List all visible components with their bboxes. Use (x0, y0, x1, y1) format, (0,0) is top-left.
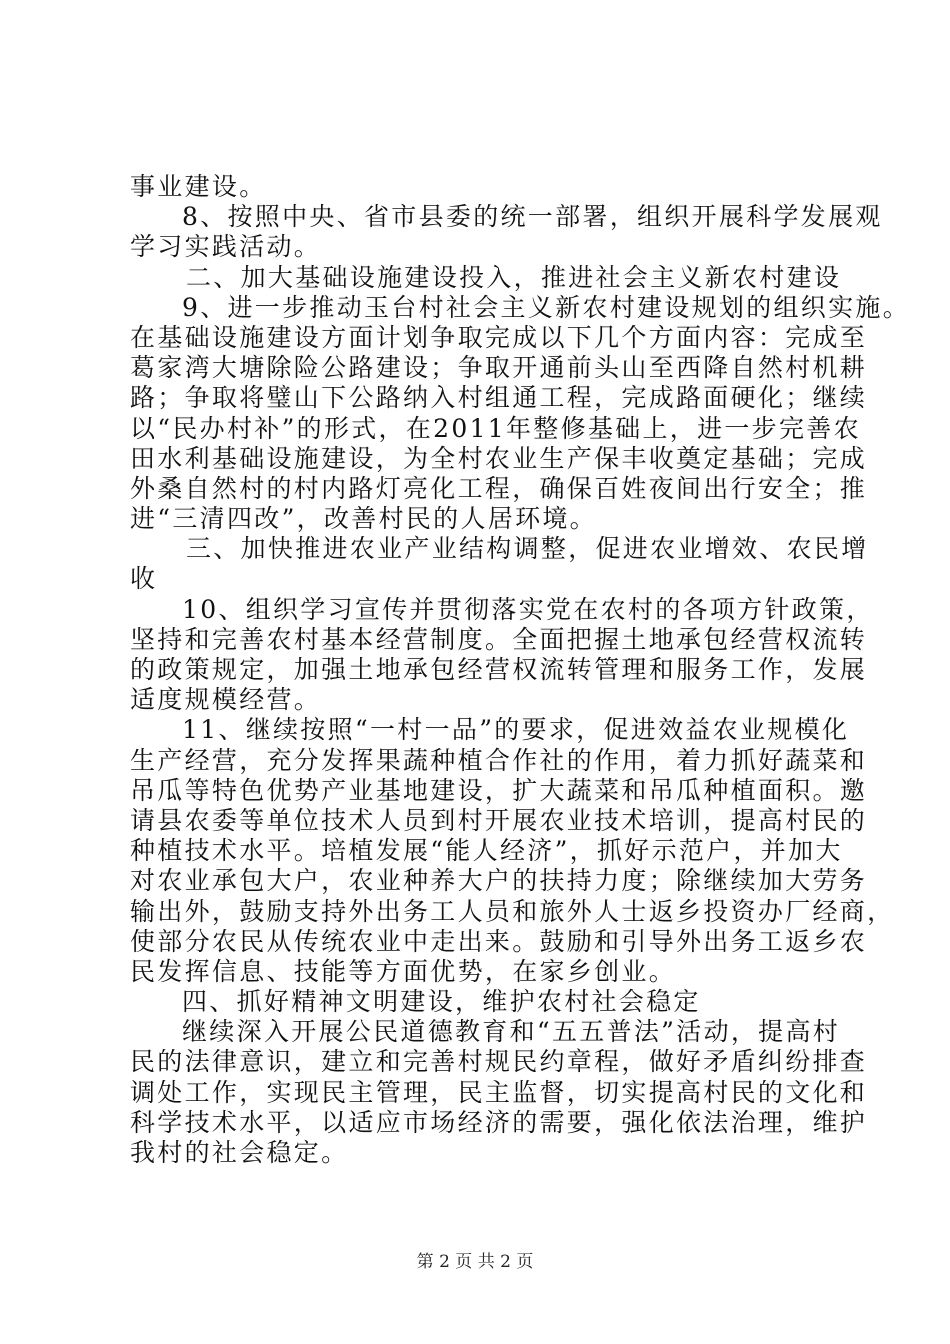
paragraph-line: 外桑自然村的村内路灯亮化工程，确保百姓夜间出行安全；推 (130, 473, 868, 503)
paragraph-line: 调处工作，实现民主管理，民主监督，切实提高村民的文化和 (130, 1077, 868, 1107)
paragraph-line: 请县农委等单位技术人员到村开展农业技术培训，提高村民的 (130, 805, 868, 835)
paragraph-line: 在基础设施建设方面计划争取完成以下几个方面内容：完成至 (130, 322, 868, 352)
paragraph-line: 民发挥信息、技能等方面优势，在家乡创业。 (130, 956, 677, 986)
paragraph-line: 对农业承包大户，农业种养大户的扶持力度；除继续加大劳务 (130, 866, 868, 896)
paragraph-line: 以“民办村补”的形式，在2011年整修基础上，进一步完善农 (130, 413, 861, 443)
document-body (130, 172, 911, 1168)
paragraph-line: 我村的社会稳定。 (130, 1138, 349, 1167)
paragraph-line: 9、进一步推动玉台村社会主义新农村建设规划的组织实施。 (182, 292, 911, 322)
section-heading: 三、加快推进农业产业结构调整，促进农业增效、农民增 (186, 534, 869, 564)
paragraph-line: 使部分农民从传统农业中走出来。鼓励和引导外出务工返乡农 (130, 926, 868, 956)
paragraph-line: 民的法律意识，建立和完善村规民约章程，做好矛盾纠纷排查 (130, 1047, 868, 1077)
paragraph-line: 适度规模经营。 (130, 685, 322, 715)
paragraph-line: 进“三清四改”，改善村民的人居环境。 (130, 504, 597, 534)
paragraph-line: 10、组织学习宣传并贯彻落实党在农村的各项方针政策， (182, 594, 874, 624)
paragraph-line: 田水利基础设施建设，为全村农业生产保丰收奠定基础；完成 (130, 443, 868, 473)
section-heading: 二、加大基础设施建设投入，推进社会主义新农村建设 (186, 262, 842, 292)
paragraph-line: 葛家湾大塘除险公路建设；争取开通前头山至西降自然村机耕 (130, 353, 868, 383)
paragraph-line: 事业建设。 (130, 172, 267, 201)
section-heading-continuation: 收 (130, 564, 158, 594)
paragraph-line: 坚持和完善农村基本经营制度。全面把握土地承包经营权流转 (130, 624, 868, 654)
paragraph-line: 吊瓜等特色优势产业基地建设，扩大蔬菜和吊瓜种植面积。邀 (130, 775, 868, 805)
paragraph-line: 的政策规定，加强土地承包经营权流转管理和服务工作，发展 (130, 655, 868, 684)
paragraph-line: 8、按照中央、省市县委的统一部署，组织开展科学发展观 (182, 202, 883, 232)
paragraph-line: 生产经营，充分发挥果蔬种植合作社的作用，着力抓好蔬菜和 (130, 745, 868, 775)
paragraph-line: 11、继续按照“一村一品”的要求，促进效益农业规模化 (182, 715, 850, 745)
paragraph-line: 输出外，鼓励支持外出务工人员和旅外人士返乡投资办厂经商， (130, 896, 895, 926)
paragraph-line: 种植技术水平。培植发展“能人经济”，抓好示范户，并加大 (130, 836, 843, 866)
paragraph-line: 继续深入开展公民道德教育和“五五普法”活动，提高村 (182, 1017, 841, 1047)
paragraph-line: 路；争取将璧山下公路纳入村组通工程，完成路面硬化；继续 (130, 383, 868, 413)
paragraph-line: 科学技术水平，以适应市场经济的需要，强化依法治理，维护 (130, 1107, 868, 1137)
section-heading: 四、抓好精神文明建设，维护农村社会稳定 (182, 987, 701, 1017)
page-number-footer: 第 2 页 共 2 页 (416, 1252, 534, 1272)
paragraph-line: 学习实践活动。 (130, 232, 322, 262)
